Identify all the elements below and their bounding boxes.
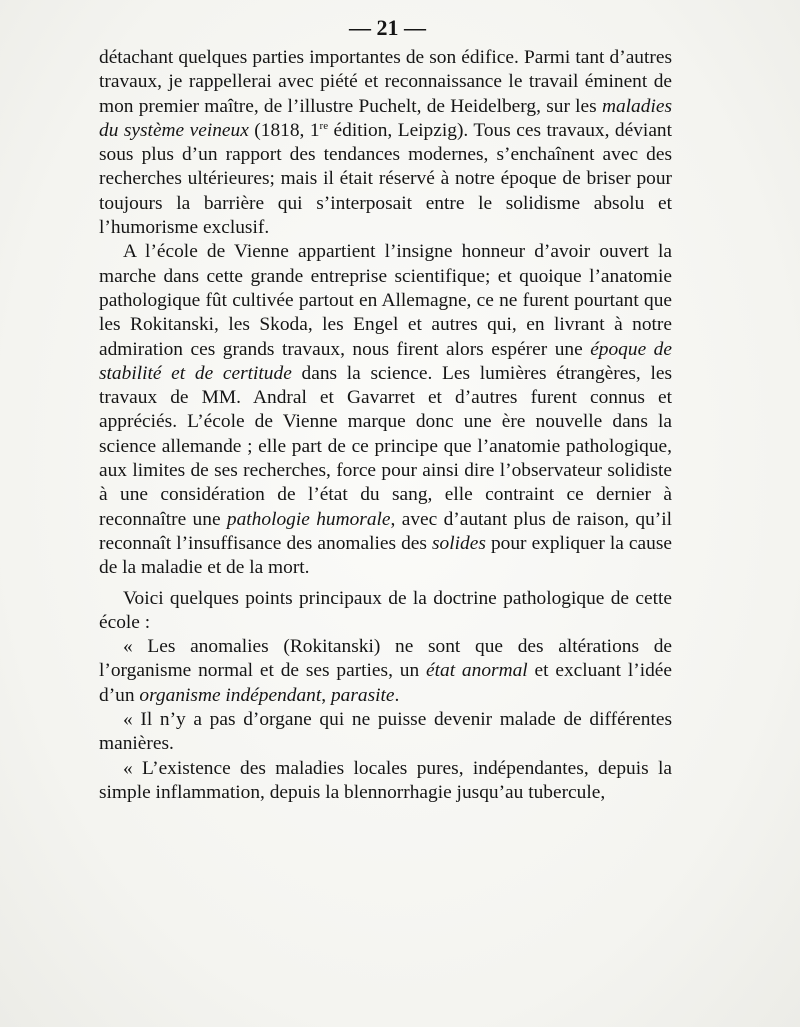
text-run: (1818, 1 — [248, 119, 320, 141]
text-run: et excluant l’idée d’un — [99, 660, 672, 706]
superscript-text: re — [319, 119, 329, 132]
italic-text: état anormal — [426, 660, 528, 682]
page-number: — 21 — — [349, 15, 426, 40]
text-run: dans la science. Les lumières étrangères, les travaux de MM. Andral et Gavarret et d’autres furent connus et appréciés. L’école de Vienne marque donc une ère nouvelle dans la science allemande ; elle part de ce principe que l’anatomie pathologique, aux limites de ses recherches, force pour ainsi dire l’observateur solidiste à une considération de l’état du sang, elle contraint ce dernier à reconnaître une — [99, 362, 672, 530]
text-run: , — [321, 684, 331, 706]
paragraph-5 — [99, 708, 672, 757]
text-run: A l’école de Vienne appartient l’insigne honneur d’avoir ouvert la marche dans cette grande entreprise scientifique; et quoique l’anatomie pathologique fût cultivée partout en Allemagne, ce ne furent pourtant que les Rokitanski, les Skoda, les Engel et autres qui, en livrant à notre admiration ces grands travaux, nous firent alors espérer une — [99, 241, 672, 360]
italic-text: solides — [432, 532, 486, 554]
paragraph-4 — [99, 635, 672, 708]
text-run: édition, Leipzig). Tous ces travaux, déviant sous plus d’un rapport des tendances modernes, s’enchaînent avec des recherches ultérieures; mais il était réservé à notre époque de briser pour toujours la barrière qui s’interposait entre le solidisme absolu et l’humorisme exclusif. — [99, 119, 673, 239]
paragraph-6 — [99, 757, 672, 806]
text-run: Voici quelques points principaux de la doctrine pathologique de cette école : — [99, 587, 672, 633]
text-run: . — [394, 684, 400, 706]
paragraph-3 — [99, 587, 672, 636]
italic-text: maladies du système veineux — [99, 95, 672, 141]
text-run: détachant quelques parties importantes de son édifice. Parmi tant d’autres travaux, je rappellerai avec piété et reconnaissance le travail éminent de mon premier maître, de l’illustre Puchelt, de Heidelberg, sur les — [99, 47, 672, 117]
paragraph-1 — [99, 46, 672, 240]
text-run: pour expliquer la cause de la maladie et de la mort. — [99, 532, 672, 579]
text-run: , avec d’autant plus de raison, qu’il reconnaît l’insuffisance des anomalies des — [99, 508, 672, 554]
text-run: « Il n’y a pas d’organe qui ne puisse devenir malade de différentes manières. — [99, 709, 672, 755]
italic-text: parasite — [330, 684, 395, 706]
text-run: « Les anomalies (Rokitanski) ne sont que des altérations de l’organisme normal et de ses parties, un — [99, 636, 672, 682]
paragraph-2 — [99, 240, 672, 580]
text-run: « L’existence des maladies locales pures, indépendantes, depuis la simple inflammation, depuis la blennorrhagie jusqu’au tubercule, — [99, 757, 672, 803]
italic-text: époque de stabilité et de certitude — [99, 338, 672, 384]
italic-text: pathologie humorale — [226, 508, 391, 530]
italic-text: organisme indépendant — [139, 684, 322, 706]
